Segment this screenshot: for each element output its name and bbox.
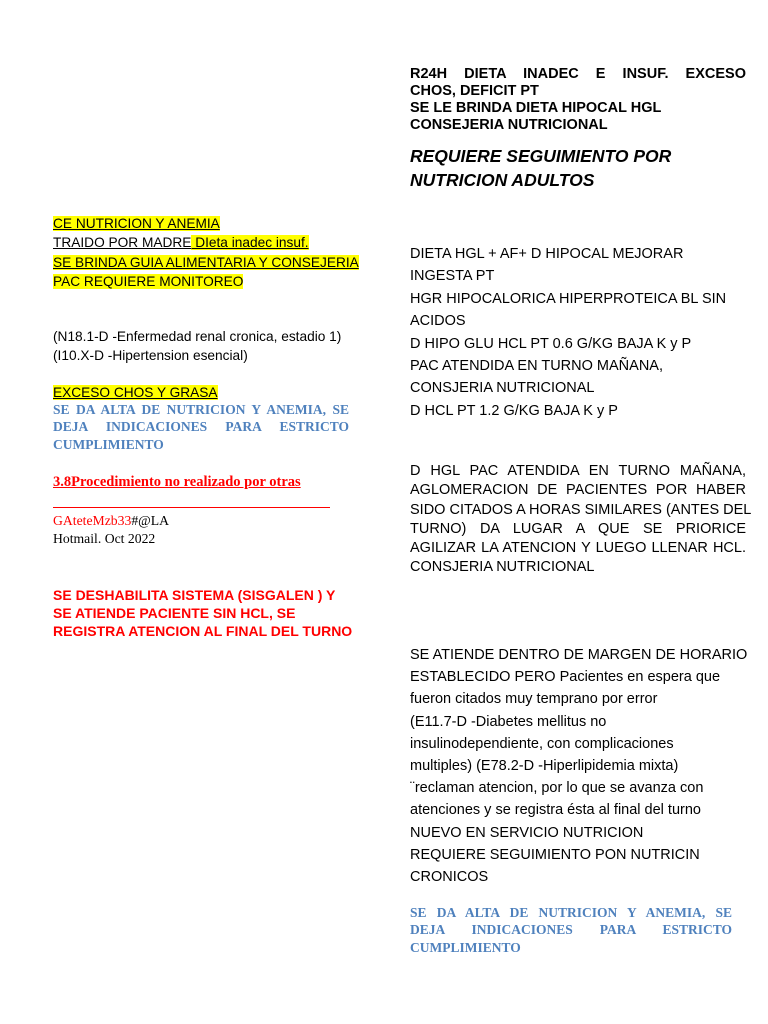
header-line-2: CHOS, DEFICIT PT	[410, 83, 539, 99]
margin-line: insulinodependiente, con complicaciones	[410, 735, 674, 752]
guia-alimentaria-line: SE BRINDA GUIA ALIMENTARIA Y CONSEJERIA	[53, 254, 359, 270]
margin-line: fueron citados muy temprano por error	[410, 691, 658, 708]
turno-line: AGILIZAR LA ATENCION Y LUEGO LLENAR HCL.	[410, 540, 746, 557]
italic-title-line-1: REQUIERE SEGUIMIENTO POR	[410, 146, 672, 166]
ce-nutricion-line: CE NUTRICION Y ANEMIA	[53, 216, 220, 231]
margin-line: CRONICOS	[410, 869, 489, 886]
margin-line: ESTABLECIDO PERO Pacientes en espera que	[410, 669, 721, 686]
alta-line: CUMPLIMIENTO	[410, 939, 521, 955]
procedimiento-block	[53, 473, 301, 491]
red-divider	[53, 507, 330, 508]
alta-line: SE DA ALTA DE NUTRICION Y ANEMIA, SE	[53, 402, 349, 417]
italic-title-line-2: NUTRICION ADULTOS	[410, 170, 595, 190]
diet-notes	[410, 243, 726, 422]
diet-note-line: HGR HIPOCALORICA HIPERPROTEICA BL SIN	[410, 290, 727, 307]
turno-line: CONSJERIA NUTRICIONAL	[410, 559, 595, 576]
margin-line: multiples) (E78.2-D -Hiperlipidemia mixta)	[410, 758, 679, 775]
alta-line: DEJA INDICACIONES PARA ESTRICTO	[53, 419, 349, 435]
turno-line: SIDO CITADOS A HORAS SIMILARES (ANTES DEL	[410, 501, 752, 518]
exceso-chos-grasa: EXCESO CHOS Y GRASA	[53, 385, 218, 400]
right-header-block	[410, 66, 746, 134]
login-user-suffix: #@LA	[131, 513, 170, 528]
sisgalen-line: REGISTRA ATENCION AL FINAL DEL TURNO	[53, 623, 353, 639]
procedimiento-text: 3.8Procedimiento no realizado por otras	[53, 474, 301, 490]
turno-line: TURNO) DA LUGAR A QUE SE PRIORICE	[410, 520, 746, 537]
login-user-red: GAteteMzb33	[53, 513, 132, 528]
diet-note-line: CONSJERIA NUTRICIONAL	[410, 380, 595, 397]
margin-line: (E11.7-D -Diabetes mellitus no	[410, 713, 607, 730]
alta-line: CUMPLIMIENTO	[53, 436, 164, 452]
diet-note-line: D HCL PT 1.2 G/KG BAJA K y P	[410, 402, 618, 419]
margin-paragraph	[410, 644, 747, 888]
diagnosis-hipertension: (I10.X-D -Hipertension esencial)	[53, 348, 248, 363]
highlight-block	[53, 214, 359, 291]
alta-line: DEJA INDICACIONES PARA ESTRICTO	[410, 922, 732, 938]
sisgalen-block	[53, 586, 352, 640]
turno-paragraph	[410, 462, 752, 578]
margin-line: SE ATIENDE DENTRO DE MARGEN DE HORARIO	[410, 647, 748, 663]
header-line-1: R24H DIETA INADEC E INSUF. EXCESO	[410, 66, 746, 82]
diagnosis-renal: (N18.1-D -Enfermedad renal cronica, estadio 1)	[53, 329, 342, 344]
diet-note-line: ACIDOS	[410, 313, 466, 330]
diet-note-line: INGESTA PT	[410, 268, 495, 285]
dieta-inadec-highlight: DIeta inadec insuf.	[191, 235, 309, 251]
italic-title	[410, 144, 671, 192]
exceso-block	[53, 383, 218, 402]
margin-line: ¨reclaman atencion, por lo que se avanza con	[410, 780, 704, 797]
diet-note-line: PAC ATENDIDA EN TURNO MAÑANA,	[410, 358, 663, 375]
margin-line: REQUIERE SEGUIMIENTO PON NUTRICIN	[410, 846, 700, 863]
margin-line: NUEVO EN SERVICIO NUTRICION	[410, 824, 644, 841]
margin-line: atenciones y se registra ésta al final del turno	[410, 802, 701, 819]
sisgalen-line: SE DESHABILITA SISTEMA (SISGALEN ) Y	[53, 587, 336, 603]
sisgalen-line: SE ATIENDE PACIENTE SIN HCL, SE	[53, 605, 296, 621]
right-blue-alta	[410, 904, 732, 956]
login-hotmail-date: Hotmail. Oct 2022	[53, 531, 156, 546]
left-blue-alta	[53, 401, 349, 453]
turno-line: AGLOMERACION DE PACIENTES POR HABER	[410, 482, 746, 499]
diet-note-line: D HIPO GLU HCL PT 0.6 G/KG BAJA K y P	[410, 335, 692, 352]
turno-line: D HGL PAC ATENDIDA EN TURNO MAÑANA,	[410, 463, 746, 479]
header-line-4: CONSEJERIA NUTRICIONAL	[410, 117, 608, 133]
login-block	[53, 512, 169, 548]
traido-por-madre: TRAIDO POR MADRE	[53, 235, 192, 251]
alta-line: SE DA ALTA DE NUTRICION Y ANEMIA, SE	[410, 905, 732, 920]
diet-note-line: DIETA HGL + AF+ D HIPOCAL MEJORAR	[410, 246, 684, 262]
monitoreo-line: PAC REQUIERE MONITOREO	[53, 273, 244, 289]
diagnoses	[53, 327, 341, 365]
header-line-3: SE LE BRINDA DIETA HIPOCAL HGL	[410, 100, 662, 116]
